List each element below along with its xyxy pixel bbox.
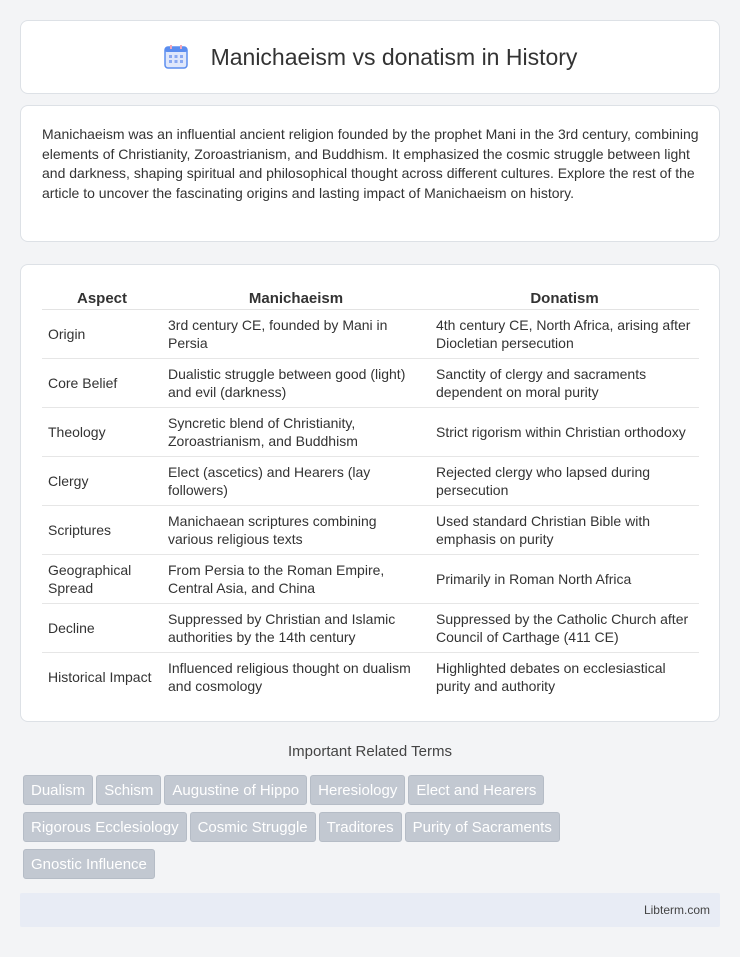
tag-gnostic-influence[interactable]: Gnostic Influence	[23, 849, 155, 879]
table-row	[42, 310, 699, 359]
intro-card	[20, 105, 720, 242]
header-manichaeism: Manichaeism	[162, 285, 430, 310]
aspect-cell: Origin	[42, 310, 162, 359]
aspect-cell: Theology	[42, 408, 162, 457]
footer-site-link[interactable]: Libterm.com	[643, 903, 710, 917]
table-header-row	[42, 285, 699, 310]
table-row	[42, 359, 699, 408]
tag-cosmic-struggle[interactable]: Cosmic Struggle	[190, 812, 316, 842]
manichaeism-cell: Elect (ascetics) and Hearers (lay followers)	[162, 457, 430, 506]
tag-traditores[interactable]: Traditores	[319, 812, 402, 842]
donatism-cell: Highlighted debates on ecclesiastical purity and authority	[436, 660, 666, 695]
manichaeism-cell: From Persia to the Roman Empire, Central Asia, and China	[162, 555, 430, 604]
manichaeism-cell: Influenced religious thought on dualism and cosmology	[168, 660, 411, 695]
table-row	[42, 506, 699, 555]
page-title: Manichaeism vs donatism in History	[210, 43, 578, 70]
comparison-table	[42, 285, 699, 702]
aspect-cell: Scriptures	[42, 506, 162, 555]
aspect-cell: Geographical Spread	[42, 555, 162, 604]
donatism-cell: 4th century CE, North Africa, arising after Diocletian persecution	[430, 310, 699, 359]
donatism-cell: Rejected clergy who lapsed during persecution	[430, 457, 699, 506]
aspect-cell: Historical Impact	[48, 669, 152, 686]
tag-heresiology[interactable]: Heresiology	[310, 775, 405, 805]
tag-dualism[interactable]: Dualism	[23, 775, 93, 805]
related-terms-tags	[23, 775, 723, 886]
aspect-cell: Decline	[42, 604, 162, 653]
comparison-table-card	[20, 264, 720, 722]
title-wrap	[163, 44, 578, 71]
donatism-cell: Primarily in Roman North Africa	[430, 555, 699, 604]
header-aspect: Aspect	[42, 285, 162, 310]
tag-schism[interactable]: Schism	[96, 775, 161, 805]
donatism-cell: Strict rigorism within Christian orthodoxy	[430, 408, 699, 457]
manichaeism-cell: Manichaean scriptures combining various religious texts	[162, 506, 430, 555]
header-card	[20, 20, 720, 94]
header-donatism: Donatism	[430, 285, 699, 310]
tag-augustine-of-hippo[interactable]: Augustine of Hippo	[164, 775, 307, 805]
donatism-cell: Sanctity of clergy and sacraments dependent on moral purity	[430, 359, 699, 408]
table-row	[42, 604, 699, 653]
aspect-cell: Core Belief	[42, 359, 162, 408]
calendar-icon	[163, 44, 189, 70]
table-row	[42, 408, 699, 457]
table-row	[42, 653, 699, 702]
manichaeism-cell: Dualistic struggle between good (light) and evil (darkness)	[162, 359, 430, 408]
tag-rigorous-ecclesiology[interactable]: Rigorous Ecclesiology	[23, 812, 187, 842]
footer	[20, 893, 720, 927]
manichaeism-cell: Suppressed by Christian and Islamic authorities by the 14th century	[162, 604, 430, 653]
manichaeism-cell: 3rd century CE, founded by Mani in Persia	[162, 310, 430, 359]
tag-purity-of-sacraments[interactable]: Purity of Sacraments	[405, 812, 560, 842]
intro-paragraph: Manichaeism was an influential ancient religion founded by the prophet Mani in the 3rd century, combining elements of Christianity, Zoroastrianism, and Buddhism. It emphasized the cosmic struggle between light and darkness, shaping spiritual and philosophical thought across different cultures. Explore the rest of the article to uncover the fascinating origins and lasting impact of Manichaeism on history.	[42, 126, 699, 201]
donatism-cell: Suppressed by the Catholic Church after Council of Carthage (411 CE)	[430, 604, 699, 653]
aspect-cell: Clergy	[42, 457, 162, 506]
tag-elect-and-hearers[interactable]: Elect and Hearers	[408, 775, 544, 805]
manichaeism-cell: Syncretic blend of Christianity, Zoroastrianism, and Buddhism	[162, 408, 430, 457]
donatism-cell: Used standard Christian Bible with emphasis on purity	[430, 506, 699, 555]
table-row	[42, 555, 699, 604]
table-row	[42, 457, 699, 506]
related-terms-title: Important Related Terms	[288, 743, 452, 760]
